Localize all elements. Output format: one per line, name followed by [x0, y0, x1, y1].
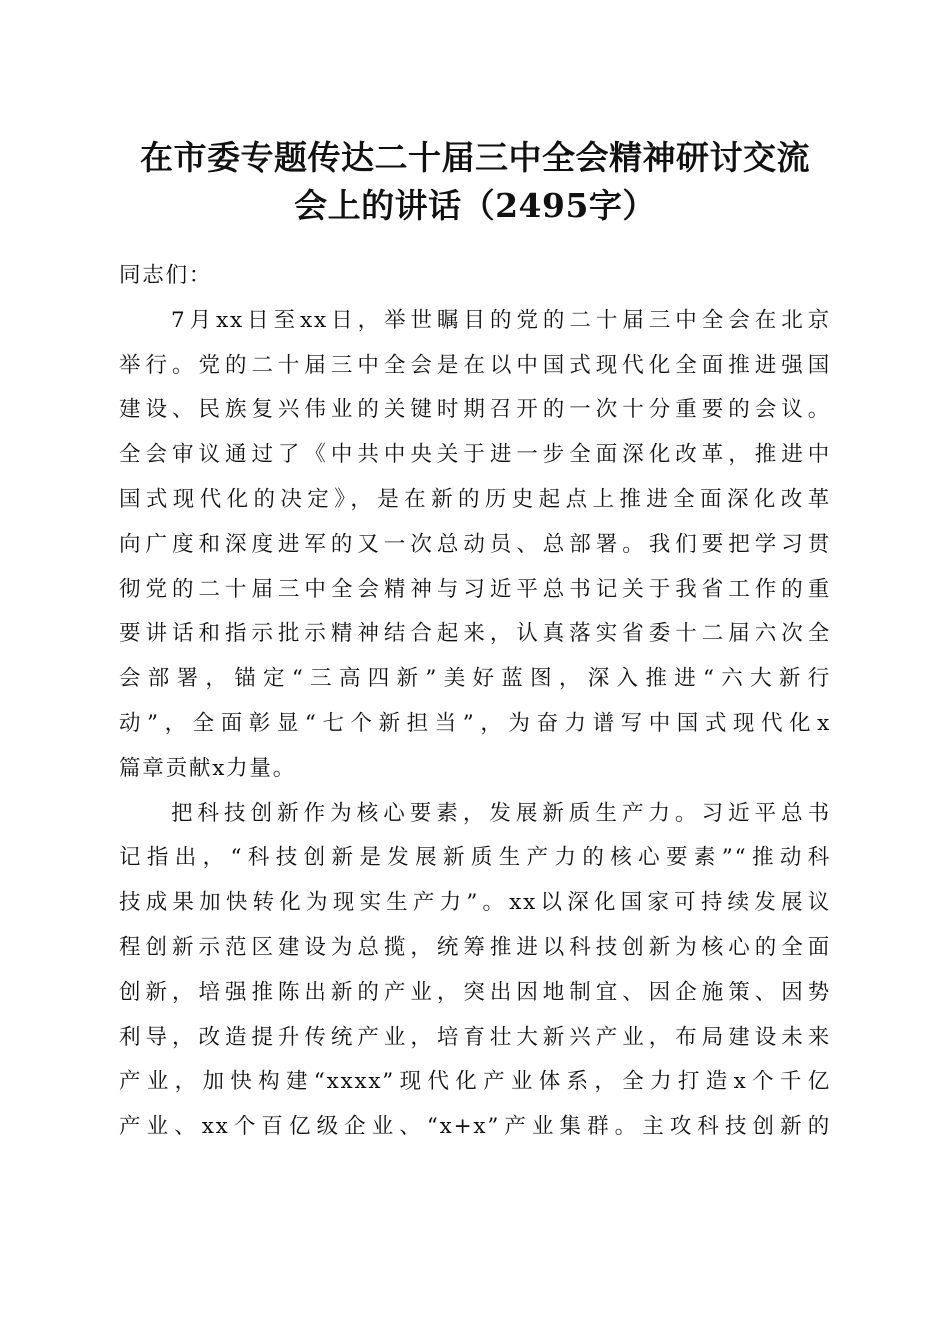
paragraph-line: 7月xx日至xx日，举世瞩目的党的二十届三中全会在北京	[171, 307, 831, 333]
paragraph-line: 动”，全面彰显“七个新担当”，为奋力谱写中国式现代化x	[119, 710, 831, 736]
paragraph-line: 创新，培强推陈出新的产业，突出因地制宜、因企施策、因势	[119, 979, 831, 1005]
paragraph-line: 建设、民族复兴伟业的关键时期召开的一次十分重要的会议。	[119, 397, 831, 423]
paragraph-line: 利导，改造提升传统产业，培育壮大新兴产业，布局建设未来	[119, 1024, 831, 1050]
paragraph-line: 记指出，“科技创新是发展新质生产力的核心要素”“推动科	[119, 845, 831, 871]
paragraph-1	[119, 299, 831, 792]
title-line-1: 在市委专题传达二十届三中全会精神研讨交流	[140, 138, 810, 177]
paragraph-2	[119, 792, 831, 1150]
paragraph-line: 要讲话和指示批示精神结合起来，认真落实省委十二届六次全	[119, 621, 831, 647]
paragraph-line: 技成果加快转化为现实生产力”。xx以深化国家可持续发展议	[119, 890, 831, 916]
paragraph-line: 产业、xx个百亿级企业、“x+x”产业集群。主攻科技创新的	[119, 1114, 831, 1140]
paragraph-line: 会部署，锚定“三高四新”美好蓝图，深入推进“六大新行	[119, 666, 831, 692]
title-line-2: 会上的讲话（2495字）	[294, 186, 656, 225]
paragraph-line: 全会审议通过了《中共中央关于进一步全面深化改革，推进中	[119, 442, 831, 468]
paragraph-line: 国式现代化的决定》，是在新的历史起点上推进全面深化改革	[119, 486, 831, 512]
paragraph-line: 向广度和深度进军的又一次总动员、总部署。我们要把学习贯	[119, 531, 831, 557]
document-body	[119, 254, 831, 1150]
salutation: 同志们：	[119, 263, 213, 288]
paragraph-line: 篇章贡献x力量。	[119, 755, 297, 781]
document-title	[110, 134, 840, 230]
paragraph-line: 举行。党的二十届三中全会是在以中国式现代化全面推进强国	[119, 352, 831, 378]
paragraph-line: 彻党的二十届三中全会精神与习近平总书记关于我省工作的重	[119, 576, 831, 602]
paragraph-line: 程创新示范区建设为总揽，统筹推进以科技创新为核心的全面	[119, 934, 831, 960]
paragraph-line: 把科技创新作为核心要素，发展新质生产力。习近平总书	[171, 800, 831, 826]
paragraph-line: 产业，加快构建“xxxx”现代化产业体系，全力打造x个千亿	[119, 1069, 831, 1095]
